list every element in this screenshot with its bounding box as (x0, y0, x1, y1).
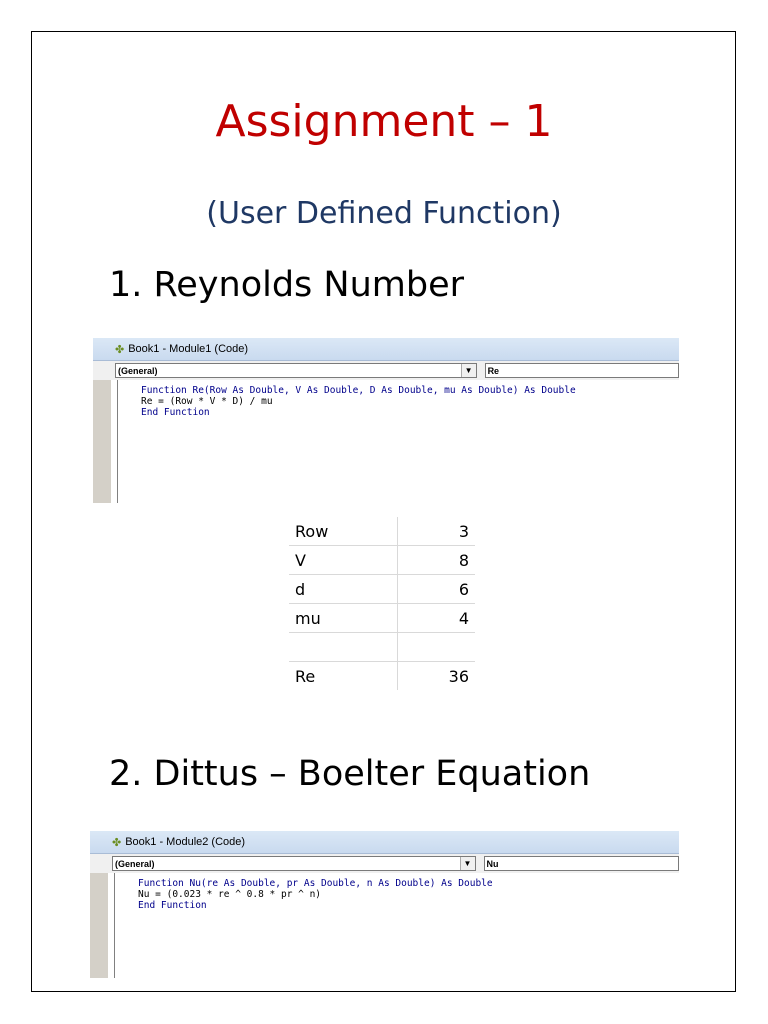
table-row (289, 546, 475, 575)
object-combo-value: (General) (118, 365, 158, 376)
code-editor[interactable] (93, 380, 679, 503)
cell-label[interactable]: V (289, 546, 397, 575)
chevron-down-icon[interactable]: ▼ (461, 364, 476, 377)
table-row (289, 633, 475, 662)
cell-value[interactable]: 36 (397, 662, 475, 691)
cell-value[interactable]: 8 (397, 546, 475, 575)
section-heading-reynolds: 1. Reynolds Number (109, 265, 465, 305)
table-row (289, 575, 475, 604)
procedure-combo[interactable] (485, 363, 679, 378)
code-text[interactable] (138, 878, 493, 911)
table-row (289, 662, 475, 691)
code-divider (117, 380, 120, 503)
vba-code-window-module2[interactable] (90, 831, 679, 978)
code-line: End Function (141, 407, 210, 418)
combo-bar (90, 854, 679, 873)
code-line: Nu = (0.023 * re ^ 0.8 * pr ^ n) (138, 889, 322, 900)
cell-label[interactable]: Re (295, 666, 316, 686)
combo-bar (93, 361, 679, 380)
cell-label[interactable]: mu (289, 604, 397, 633)
cell-label[interactable] (289, 633, 397, 662)
object-combo[interactable] (115, 363, 477, 378)
excel-values-table (289, 517, 475, 690)
cell-value[interactable] (397, 633, 475, 662)
cell-value[interactable]: 3 (397, 517, 475, 546)
table-row (289, 604, 475, 633)
window-titlebar[interactable] (93, 338, 679, 361)
slide-title: Assignment – 1 (215, 96, 553, 147)
code-line: Function Re(Row As Double, V As Double, D As Double, mu As Double) As Double (141, 385, 576, 396)
margin-indicator-bar (93, 380, 111, 503)
window-titlebar[interactable] (90, 831, 679, 854)
code-line: Function Nu(re As Double, pr As Double, n As Double) As Double (138, 878, 493, 889)
margin-indicator-bar (90, 873, 108, 978)
cell-label[interactable]: Row (289, 517, 397, 546)
vba-module-icon: ✤ (112, 836, 122, 849)
cell-label[interactable]: d (289, 575, 397, 604)
slide-subtitle: (User Defined Function) (206, 196, 562, 231)
code-line: End Function (138, 900, 207, 911)
procedure-combo[interactable] (484, 856, 679, 871)
window-title: Book1 - Module2 (Code) (125, 836, 246, 848)
code-text[interactable] (141, 385, 576, 418)
procedure-combo-value: Re (487, 365, 500, 376)
vba-module-icon: ✤ (115, 343, 125, 356)
code-line: Re = (Row * V * D) / mu (141, 396, 273, 407)
cell-value[interactable]: 4 (397, 604, 475, 633)
cell-value[interactable]: 6 (397, 575, 475, 604)
chevron-down-icon[interactable]: ▼ (460, 857, 475, 870)
code-divider (114, 873, 117, 978)
procedure-combo-value: Nu (486, 858, 499, 869)
object-combo-value: (General) (115, 858, 155, 869)
table-row (289, 517, 475, 546)
code-editor[interactable] (90, 873, 679, 978)
window-title: Book1 - Module1 (Code) (128, 343, 249, 355)
object-combo[interactable] (112, 856, 476, 871)
section-heading-dittus-boelter: 2. Dittus – Boelter Equation (109, 754, 591, 794)
vba-code-window-module1[interactable] (93, 338, 679, 503)
